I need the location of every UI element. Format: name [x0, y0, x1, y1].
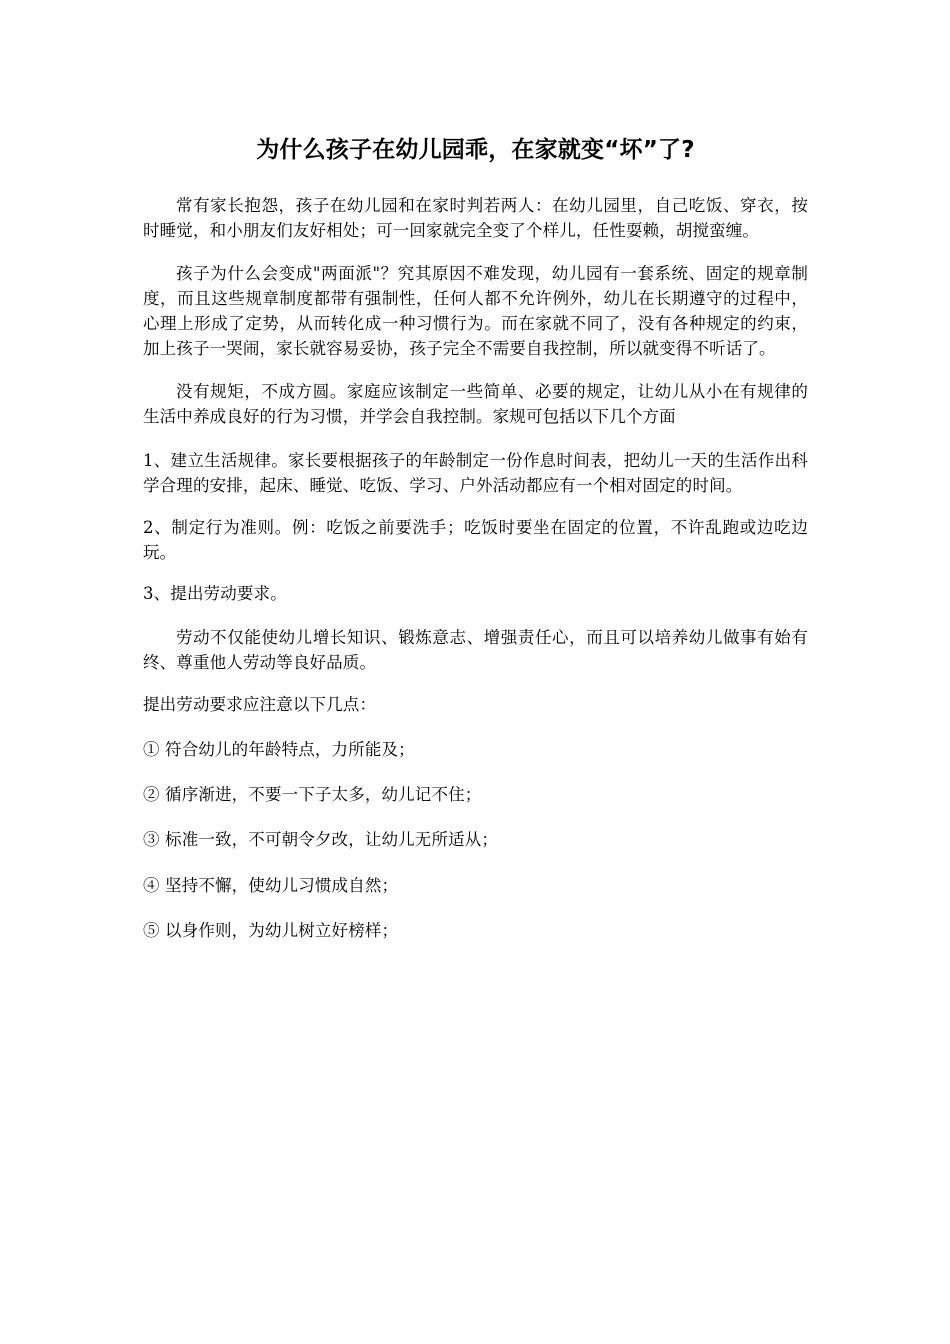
paragraph-rule-3: 3、提出劳动要求。 [143, 584, 287, 603]
list-item: ③ 标准一致，不可朝令夕改，让幼儿无所适从； [143, 830, 499, 849]
paragraph-intro: 常有家长抱怨，孩子在幼儿园和在家时判若两人：在幼儿园里，自己吃饭、穿衣，按时睡觉，和小朋友们友好相处；可一回家就完全变了个样儿，任性耍赖，胡搅蛮缠。 [143, 196, 808, 240]
list-item: ② 循序渐进，不要一下子太多，幼儿记不住； [143, 785, 482, 804]
list-item: ① 符合幼儿的年龄特点，力所能及； [143, 740, 415, 759]
document-body [143, 130, 808, 943]
paragraph-rules: 没有规矩，不成方圆。家庭应该制定一些简单、必要的规定，让幼儿从小在有规律的生活中养成良好的行为习惯，并学会自我控制。家规可包括以下几个方面 [143, 382, 808, 426]
document-title: 为什么孩子在幼儿园乖，在家就变“坏”了? [256, 137, 695, 163]
paragraph-rule-2: 2、制定行为准则。例：吃饭之前要洗手；吃饭时要坐在固定的位置，不许乱跑或边吃边玩。 [143, 518, 808, 562]
paragraph-labor-notes: 提出劳动要求应注意以下几点： [143, 695, 377, 714]
paragraph-rule-1: 1、建立生活规律。家长要根据孩子的年龄制定一份作息时间表，把幼儿一天的生活作出科学合理的安排，起床、睡觉、吃饭、学习、户外活动都应有一个相对固定的时间。 [143, 451, 808, 495]
paragraph-labor: 劳动不仅能使幼儿增长知识、锻炼意志、增强责任心，而且可以培养幼儿做事有始有终、尊重他人劳动等良好品质。 [143, 628, 808, 672]
list-item: ④ 坚持不懈，使幼儿习惯成自然； [143, 876, 399, 895]
paragraph-reason: 孩子为什么会变成"两面派"？究其原因不难发现，幼儿园有一套系统、固定的规章制度，而且这些规章制度都带有强制性，任何人都不允许例外，幼儿在长期遵守的过程中，心理上形成了定势，从而转化成一种习惯行为。而在家就不同了，没有各种规定的约束，加上孩子一哭闹，家长就容易妥协，孩子完全不需要自我控制，所以就变得不听话了。 [143, 264, 808, 358]
list-item: ⑤ 以身作则，为幼儿树立好榜样； [143, 921, 399, 940]
